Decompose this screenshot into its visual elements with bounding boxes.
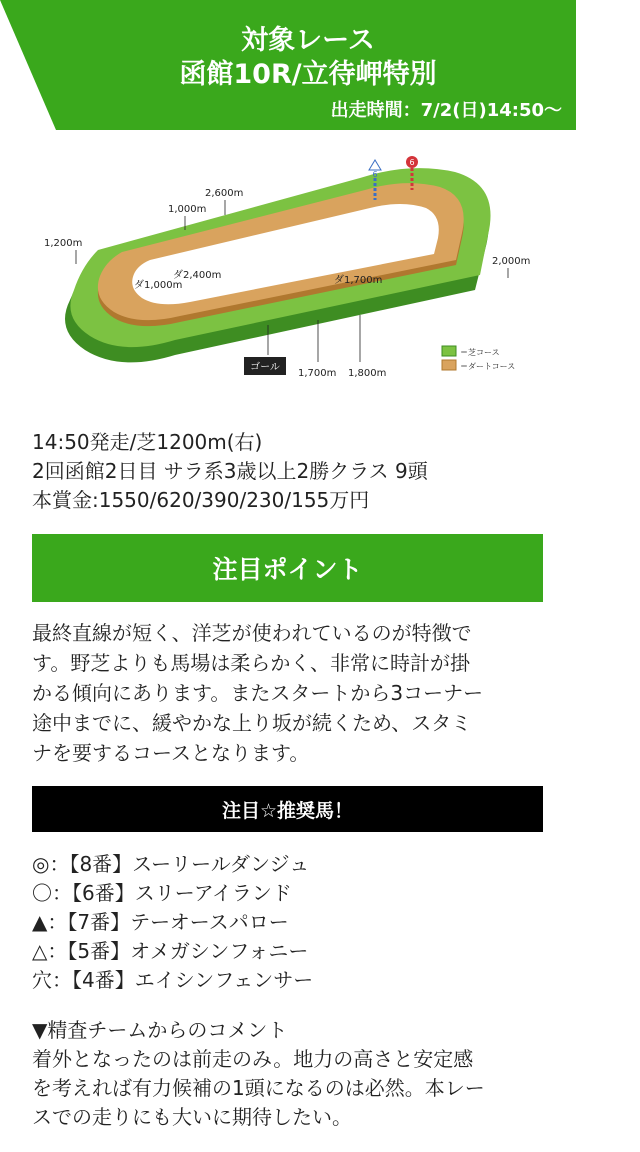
- race-info-line: 14:50発走/芝1200m(右): [32, 430, 263, 454]
- race-name: 函館10R/立待岬特別: [179, 59, 437, 90]
- post-marker-left-icon: [369, 160, 381, 170]
- pick-row: [32, 937, 313, 966]
- desc-line: 最終直線が短く、洋芝が使われているのが特徴で: [32, 621, 472, 645]
- dist-label: ダ1,000m: [134, 280, 183, 291]
- dist-label: ダ1,700m: [334, 275, 383, 286]
- pick-horse: 【8番】スーリールダンジュ: [69, 852, 310, 876]
- pick-row: [32, 850, 313, 879]
- legend-dirt: ＝ダートコース: [460, 362, 516, 371]
- race-banner: [0, 0, 576, 130]
- comment-line: 着外となったのは前走のみ。地力の高さと安定感: [32, 1047, 474, 1071]
- start-time: 出走時間：7/2(日)14:50〜: [330, 100, 562, 121]
- comment-line: スでの走りにも大いに期待したい。: [32, 1105, 352, 1129]
- pick-list: [32, 850, 313, 995]
- race-info-line: 本賞金:1550/620/390/230/155万円: [32, 488, 370, 512]
- race-info: [32, 428, 428, 515]
- dist-label: 1,700m: [298, 368, 337, 379]
- comment-heading: ▼精査チームからのコメント: [32, 1018, 288, 1042]
- dist-label: 2,600m: [205, 188, 244, 199]
- dist-label: 2,000m: [492, 256, 531, 267]
- pick-row: [32, 908, 313, 937]
- legend-turf-swatch: [442, 346, 456, 356]
- pick-mark: ▲：: [32, 910, 68, 934]
- desc-line: す。野芝よりも馬場は柔らかく、非常に時計が掛: [32, 651, 470, 675]
- dist-label: ダ2,400m: [173, 270, 222, 281]
- desc-line: かる傾向にあります。またスタートから3コーナー: [32, 681, 484, 705]
- desc-line: 途中までに、緩やかな上り坂が続くため、スタミ: [32, 711, 472, 735]
- post-marker-right-label: 6: [409, 158, 415, 167]
- post-marker-left-label: 6: [372, 170, 378, 179]
- comment-line: を考えれば有力候補の1頭になるのは必然。本レー: [32, 1076, 485, 1100]
- legend-turf: ＝芝コース: [460, 348, 500, 357]
- goal-label: ゴール: [250, 362, 280, 373]
- pick-horse: 【5番】オメガシンフォニー: [67, 939, 309, 963]
- point-description: [32, 618, 543, 768]
- team-comment: [32, 1016, 485, 1132]
- dist-label: 1,000m: [168, 204, 207, 215]
- pick-row: [32, 879, 313, 908]
- banner-title: 対象レース: [241, 25, 375, 56]
- course-map: [30, 150, 550, 390]
- pick-row: [32, 966, 313, 995]
- legend-dirt-swatch: [442, 360, 456, 370]
- pick-horse: 【6番】スリーアイランド: [72, 881, 292, 905]
- dist-label: 1,800m: [348, 368, 387, 379]
- pick-horse: 【7番】テーオースパロー: [67, 910, 289, 934]
- pick-mark: △：: [32, 939, 68, 963]
- pick-mark: 〇：: [32, 881, 72, 905]
- dist-label: 1,200m: [44, 238, 83, 249]
- race-info-line: 2回函館2日目 サラ系3歳以上2勝クラス 9頭: [32, 459, 428, 483]
- pick-mark: ◎：: [32, 852, 70, 876]
- pick-mark: 穴：: [32, 968, 72, 992]
- point-heading: 注目ポイント: [32, 534, 543, 602]
- pick-horse: 【4番】エイシンフェンサー: [72, 968, 314, 992]
- recommend-heading: 注目☆推奨馬！: [32, 786, 543, 832]
- desc-line: ナを要するコースとなります。: [32, 741, 310, 765]
